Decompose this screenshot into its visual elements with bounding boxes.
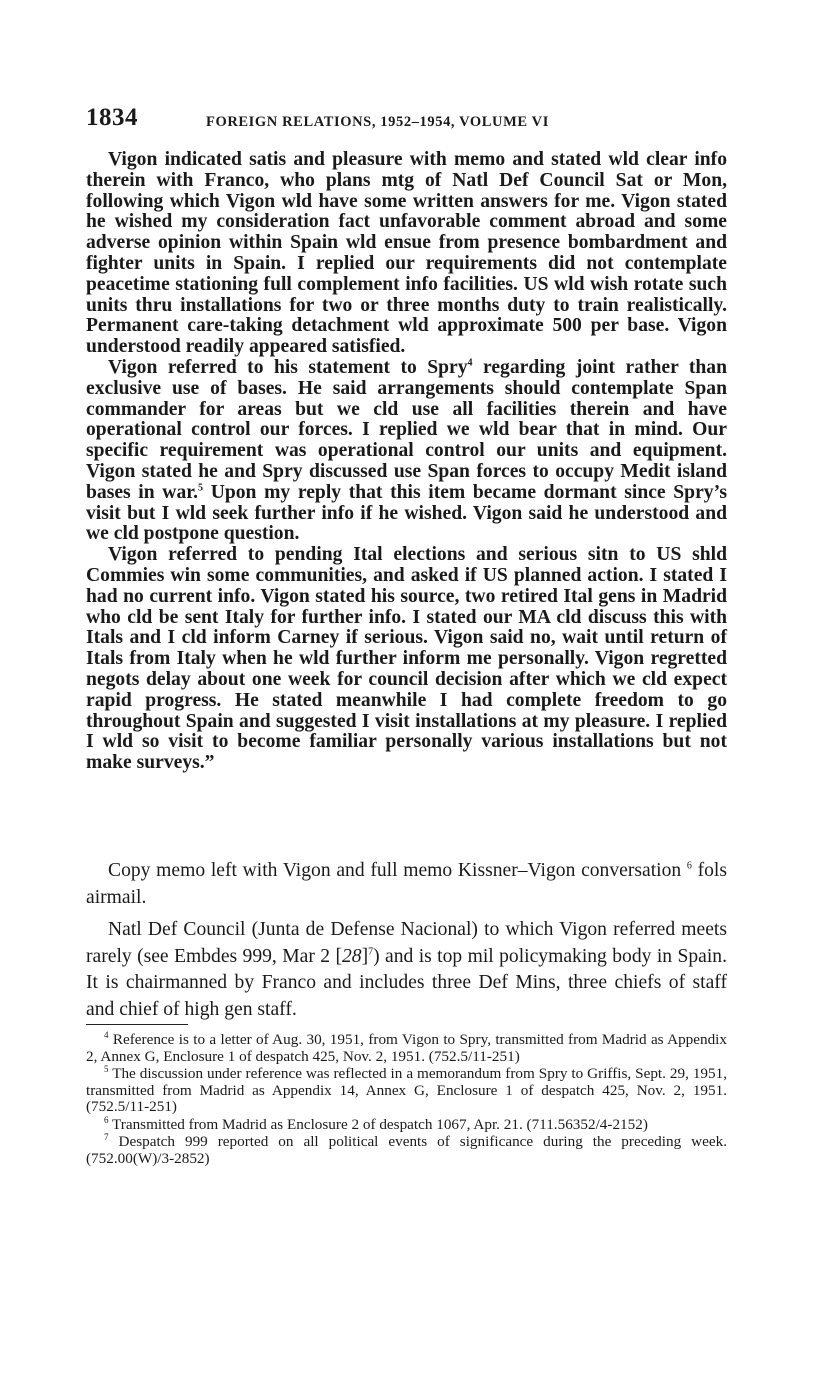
footnote-divider [86,1024,188,1025]
body-paragraph-text: Copy memo left with Vigon and full memo Kissner–Vigon conversation [108,860,682,881]
quote-paragraph [86,545,727,774]
editorial-text [86,858,727,1029]
footnote-reference[interactable]: 4 [467,357,473,369]
body-paragraph-text: Natl Def Council (Junta de Defense Nacional) to which Vigon referred meets rarely (see Embdes 999, Mar 2 [ [86,919,727,967]
running-head: FOREIGN RELATIONS, 1952–1954, VOLUME VI [206,114,549,130]
footnote [86,1029,727,1065]
body-paragraph-text: ) and is top mil policymaking body in Spain. It is chairmanned by Franco and includes three Def Mins, three chiefs of staff and chief of high gen staff. [86,945,727,1020]
quote-paragraph-text: Vigon referred to his statement to Spry [108,356,468,378]
quote-paragraph-text: Upon my reply that this item became dormant since Spry’s visit but I wld seek further info if he wished. Vigon said he understood and we cld postpone question. [86,481,727,545]
quote-paragraph [86,150,727,358]
document-number-italic: 28 [341,945,362,967]
footnote-reference[interactable]: 6 [686,860,692,872]
footnote-reference[interactable]: 7 [368,945,374,957]
body-paragraph [86,917,727,1023]
footnote [86,1131,727,1167]
quote-paragraph-text: Vigon indicated satis and pleasure with memo and stated wld clear info therein with Franco, who plans mtg of Natl Def Council Sat or Mon, following which Vigon wld have some written answers for me. Vigon stated he wished my consideration fact unfavorable comment abroad and some adverse opinion within Spain wld ensue from presence bombardment and fighter units in Spain. I replied our requirements did not contemplate peacetime stationing full complement info facilities. US wld wish rotate such units thru installations for two or three months duty to train realistically. Permanent care-taking detachment wld approximate 500 per base. Vigon understood readily appeared satisfied. [86,149,727,358]
quoted-telegram-text [86,150,727,774]
footnote [86,1063,727,1116]
footnote-text: Despatch 999 reported on all political events of significance during the preceding week. (752.00(W)/3-2852) [86,1133,727,1167]
footnote-text: Transmitted from Madrid as Enclosure 2 of despatch 1067, Apr. 21. (711.56352/4-2152) [112,1115,648,1133]
footnote-mark: 6 [104,1114,109,1125]
footnote-mark: 7 [104,1131,109,1142]
quote-paragraph-text: Vigon referred to pending Ital elections and serious sitn to US shld Commies win some communities, and asked if US planned action. I stated I had no current info. Vigon stated his source, two retired Ital gens in Madrid who cld be sent Italy for further info. I stated our MA cld discuss this with Itals and I cld inform Carney if serious. Vigon said no, wait until return of Itals from Italy when he wld further inform me personally. Vigon regretted negots delay about one week for council decision after which we cld expect rapid progress. He stated meanwhile I had complete freedom to go throughout Spain and suggested I visit installations at my pleasure. I replied I wld so visit to become familiar personally various installations but not make surveys.” [86,544,727,774]
footnote-mark: 4 [104,1029,109,1040]
page-header [86,104,726,144]
footnotes [86,1029,727,1168]
body-paragraph-text: ] [361,945,369,967]
quote-paragraph-text: regarding joint rather than exclusive use of bases. He said arrangements should contemplate Span commander for areas but we cld use all facilities therein and have operational control our forces. I replied we wld bear that in mind. Our specific requirement was operational control our units and equipment. Vigon stated he and Spry discussed use Span forces to occupy Medit island bases in war. [86,356,727,503]
footnote-text: Reference is to a letter of Aug. 30, 1951, from Vigon to Spry, transmitted from Madrid as Appendix 2, Annex G, Enclosure 1 of despatch 425, Nov. 2, 1951. (752.5/11-251) [86,1031,727,1065]
footnote [86,1114,727,1134]
body-paragraph-text: fols airmail. [86,860,727,908]
page-number: 1834 [86,104,138,131]
footnote-reference[interactable]: 5 [198,482,204,494]
quote-paragraph [86,358,727,545]
body-paragraph [86,858,727,911]
footnote-mark: 5 [104,1063,109,1074]
footnote-text: The discussion under reference was reflected in a memorandum from Spry to Griffis, Sept. 29, 1951, transmitted from Madrid as Appendix 14, Annex G, Enclosure 1 of despatch 425, Nov. 2, 1951. (752.5/11-251) [86,1065,727,1115]
